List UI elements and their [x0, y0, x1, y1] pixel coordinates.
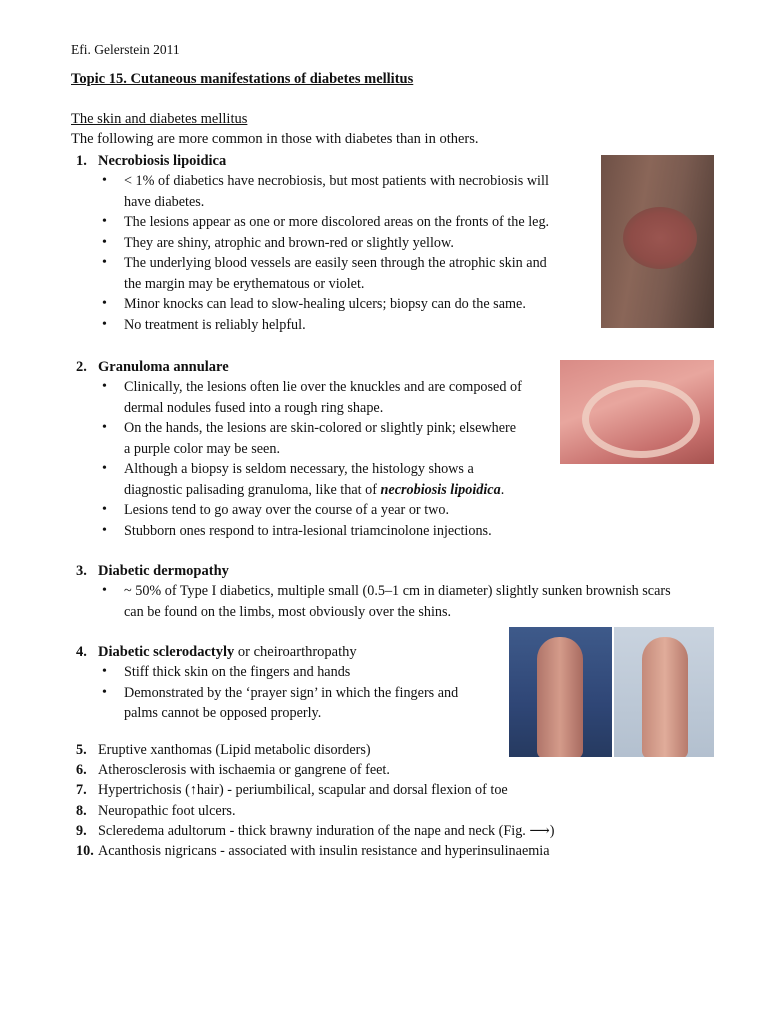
list-item: • They are shiny, atrophic and brown-red or slightly yellow. [76, 233, 549, 254]
lesion-shape [623, 207, 697, 269]
bullet-list [76, 581, 671, 622]
necrobiosis-lipoidica-photo [601, 155, 714, 328]
section-title: Diabetic sclerodactyly [98, 644, 235, 660]
ring-shape [582, 380, 700, 458]
list-item: 8. Neuropathic foot ulcers. [76, 802, 236, 819]
section-heading [76, 642, 458, 662]
list-item: • The underlying blood vessels are easily seen through the atrophic skin and the margin may be erythematous or violet. [76, 253, 549, 294]
section-title: Granuloma annulare [98, 359, 229, 375]
hands-shape [642, 637, 688, 757]
list-item: • Stiff thick skin on the fingers and hands [76, 662, 458, 683]
page-title: Topic 15. Cutaneous manifestations of diabetes mellitus [71, 71, 414, 87]
list-item: 9. Scleredema adultorum - thick brawny induration of the nape and neck (Fig. ⟶) [76, 822, 555, 839]
list-item: • Clinically, the lesions often lie over the knuckles and are composed of dermal nodules fused into a rough ring shape. [76, 377, 522, 418]
section-number: 4. [76, 644, 87, 660]
bullet-list [76, 171, 549, 335]
section-number: 1. [76, 153, 87, 169]
author-line: Efi. Gelerstein 2011 [71, 42, 180, 57]
section-diabetic-dermopathy [76, 561, 671, 622]
list-item: • Minor knocks can lead to slow-healing ulcers; biopsy can do the same. [76, 294, 549, 315]
numbered-list [76, 740, 554, 861]
list-item: • ~ 50% of Type I diabetics, multiple small (0.5–1 cm in diameter) slightly sunken brownish scars can be found on the limbs, most obviously over the shins. [76, 581, 671, 622]
section-granuloma-annulare [76, 357, 522, 541]
list-item: • No treatment is reliably helpful. [76, 315, 549, 336]
list-item: • Stubborn ones respond to intra-lesional triamcinolone injections. [76, 521, 522, 542]
granuloma-annulare-photo [560, 360, 714, 464]
list-item: • Demonstrated by the ‘prayer sign’ in which the fingers and palms cannot be opposed properly. [76, 683, 458, 724]
list-item: 5. Eruptive xanthomas (Lipid metabolic disorders) [76, 742, 371, 758]
list-item: 6. Atherosclerosis with ischaemia or gangrene of feet. [76, 762, 390, 779]
list-item: 10. Acanthosis nigricans - associated with insulin resistance and hyperinsulinaemia [76, 843, 550, 860]
section-diabetic-sclerodactyly [76, 642, 458, 724]
list-item: • On the hands, the lesions are skin-colored or slightly pink; elsewhere a purple color may be seen. [76, 418, 522, 459]
section-title-suffix: or cheiroarthropathy [234, 644, 357, 660]
section-heading [76, 357, 522, 377]
section-title: Necrobiosis lipoidica [98, 153, 227, 169]
section-title: Diabetic dermopathy [98, 563, 229, 579]
list-item: • The lesions appear as one or more discolored areas on the fronts of the leg. [76, 212, 549, 233]
section-subheading: The skin and diabetes mellitus [71, 111, 248, 127]
list-item: 7. Hypertrichosis (↑hair) - periumbilical, scapular and dorsal flexion of toe [76, 782, 508, 799]
bullet-list [76, 377, 522, 541]
bullet-list [76, 662, 458, 724]
prayer-sign-photo-right [614, 627, 714, 757]
section-heading [76, 151, 549, 171]
list-item: • < 1% of diabetics have necrobiosis, but most patients with necrobiosis will have diabetes. [76, 171, 549, 212]
section-number: 2. [76, 359, 87, 375]
emphasis-term: necrobiosis lipoidica [380, 481, 501, 498]
section-heading [76, 561, 671, 581]
prayer-sign-photo-left [509, 627, 612, 757]
section-number: 3. [76, 563, 87, 579]
intro-text: The following are more common in those with diabetes than in others. [71, 131, 479, 147]
section-necrobiosis-lipoidica [76, 151, 549, 335]
list-item: • Lesions tend to go away over the course of a year or two. [76, 500, 522, 521]
hands-shape [537, 637, 583, 757]
list-item: • Although a biopsy is seldom necessary, the histology shows a diagnostic palisading granuloma, like that of necrobiosis lipoidica. [76, 459, 522, 500]
